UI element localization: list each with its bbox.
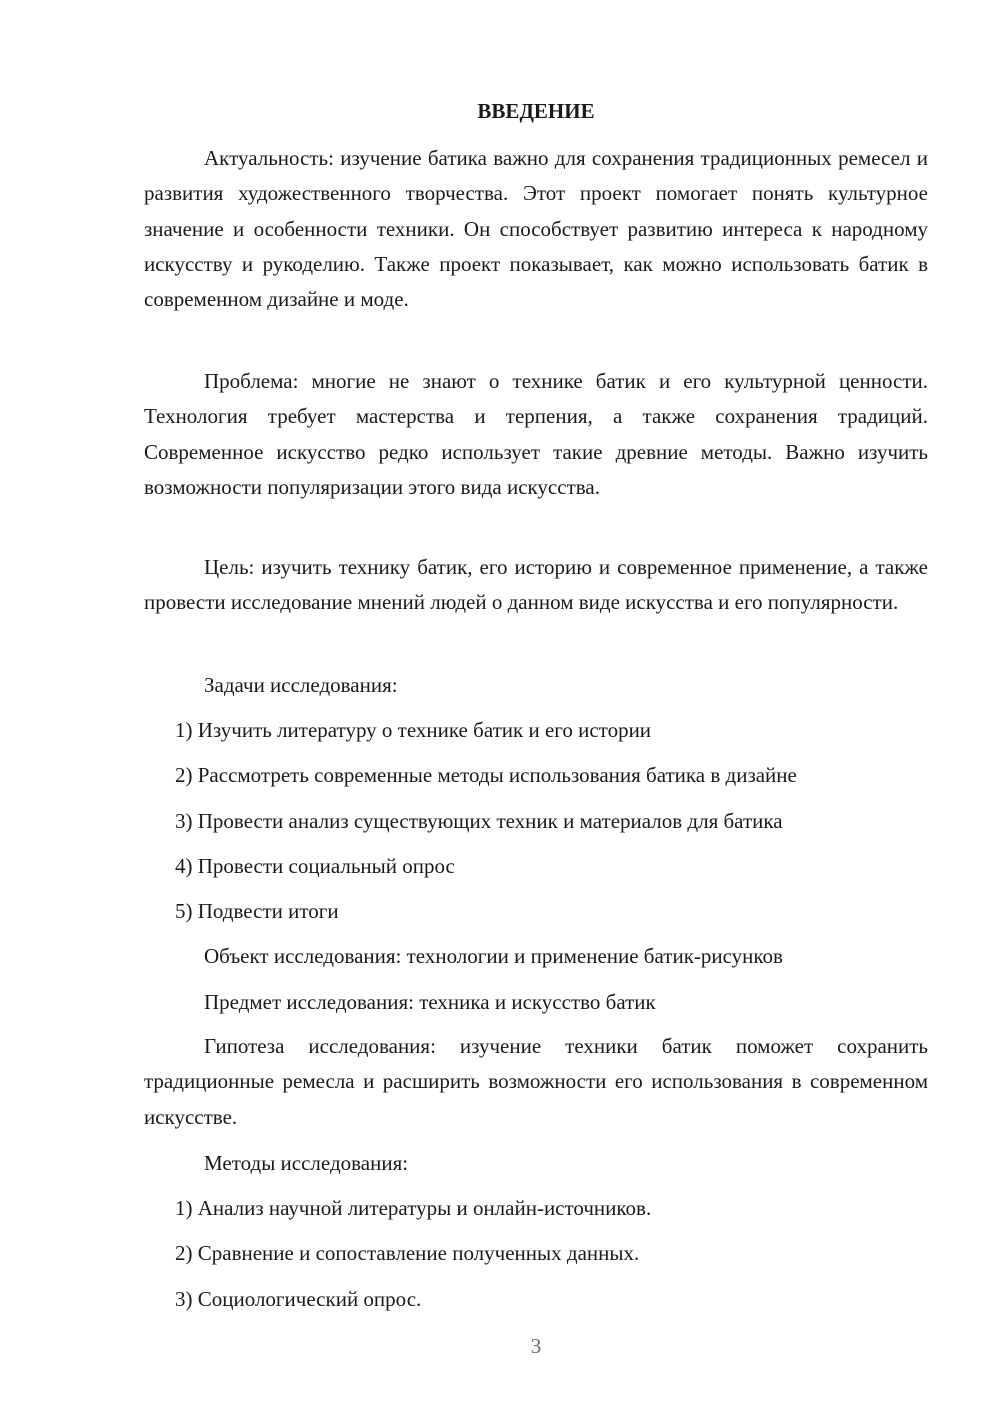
research-object: Объект исследования: технологии и применение батик-рисунков [204, 944, 783, 968]
tasks-heading: Задачи исследования: [204, 673, 398, 697]
task-item: 3) Провести анализ существующих техник и материалов для батика [175, 809, 783, 833]
task-item: 4) Провести социальный опрос [175, 854, 455, 878]
page-number: 3 [530, 1334, 542, 1358]
goal-paragraph: Цель: изучить технику батик, его историю и современное применение, а также провести исследование мнений людей о данном виде искусства и его популярности. [144, 555, 928, 615]
task-item: 1) Изучить литературу о технике батик и его истории [175, 718, 652, 742]
method-item: 1) Анализ научной литературы и онлайн-источников. [175, 1196, 652, 1220]
method-item: 3) Социологический опрос. [175, 1287, 422, 1311]
method-item: 2) Сравнение и сопоставление полученных данных. [175, 1241, 640, 1265]
page-title: ВВЕДЕНИЕ [477, 99, 595, 123]
relevance-paragraph: Актуальность: изучение батика важно для сохранения традиционных ремесел и развития художественного творчества. Этот проект помогает понять культурное значение и особенности техники. Он способствует развитию интереса к народному искусству и рукоделию. Также проект показывает, как можно использовать батик в современном дизайне и моде. [144, 146, 928, 312]
research-subject: Предмет исследования: техника и искусство батик [204, 990, 656, 1014]
hypothesis-paragraph: Гипотеза исследования: изучение техники батик поможет сохранить традиционные ремесла и расширить возможности его использования в современном искусстве. [144, 1034, 928, 1129]
problem-paragraph: Проблема: многие не знают о технике батик и его культурной ценности. Технология требует мастерства и терпения, а также сохранения традиций. Современное искусство редко использует такие древние методы. Важно изучить возможности популяризации этого вида искусства. [144, 369, 928, 499]
methods-heading: Методы исследования: [204, 1151, 409, 1175]
task-item: 2) Рассмотреть современные методы использования батика в дизайне [175, 763, 797, 787]
task-item: 5) Подвести итоги [175, 899, 339, 923]
